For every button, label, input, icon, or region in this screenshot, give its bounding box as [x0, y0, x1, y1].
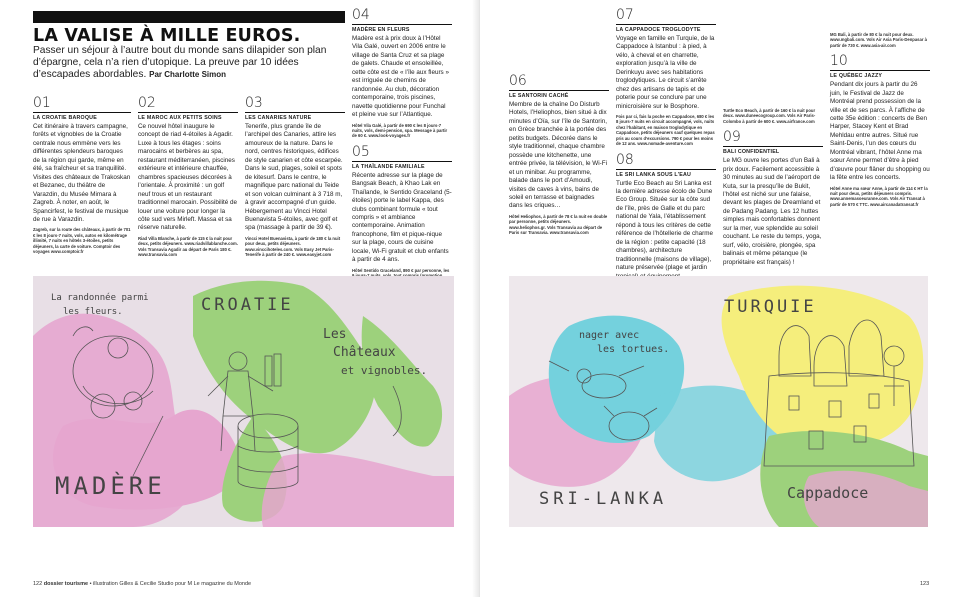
item-title: LE SRI LANKA SOUS L’EAU [616, 171, 692, 178]
header-bar [33, 11, 345, 23]
divider [723, 146, 823, 147]
label-tortues-line2: les tortues. [597, 344, 670, 355]
left-page-number: 122 [33, 581, 43, 587]
item-body: Membre de la chaîne Do Disturb Hotels, l’Heliophos, bien situé à dix minutes d’Oïa, sur l’île de Santorin, en Grèce branchée à la portée des petits budgets. Décorée dans le style traditionnel, chaque chambre possède une kitchenette, une entrée privée, la télévision, le Wi-Fi et un minibar. Au programme, balade dans le port d’Amoudi, visites de caves à vins, bains de soleil en terrasse et baignades dans les criques… [509, 101, 607, 210]
item-number: 05 [352, 143, 370, 160]
illustration-turkey-srilanka [509, 276, 928, 527]
left-credit: • illustration Gilles & Cecilie Studio pour M Le magazine du Monde [89, 581, 252, 587]
item-info: Hôtel Vila Galé, à partir de 690 € les 8 jours-7 nuits, vols, demi-pension, spa. Message à partir de 60 €. www.look-voyages.fr [352, 122, 448, 139]
item-number: 08 [616, 151, 634, 168]
label-randonnee-line2: les fleurs. [63, 307, 123, 317]
label-chateaux-line2: Châteaux [333, 345, 396, 360]
item-info: Turtle Eco Beach, à partir de 160 € la nuit pour deux. www.duneecogroup.com. Vols Air Paris-Colombo à partir de 600 €. www.airfrance.com [723, 108, 816, 124]
item-title: LA THAÏLANDE FAMILIALE [352, 163, 425, 170]
divider [616, 169, 716, 170]
item-body: Tenerife, plus grande île de l’archipel des Canaries, attire les amoureux de la nature. Dans le nord, centres historiques, édifices de style canarien et côte escarpée. Dans le sud, plages, soleil et spots de kitesurf. Dans le centre, le magnifique parc national du Teide et son volcan culminant à 3 718 m, à gravir accompagné d’un guide. Hébergement au Vincci Hotel Buenavista 5-étoiles, avec golf et spa (massage à partir de 39 €). [245, 123, 343, 232]
label-chateaux-line3: et vignobles. [341, 364, 428, 377]
right-page-number: 123 [920, 581, 930, 587]
item-info: Vincci Hotel Buenavista, à partir de 180 € la nuit pour deux, petits déjeuners. www.vinccihoteles.com. Vols Easy Jet Paris-Tenerife à partir de 240 €. www.easyjet.com [245, 235, 341, 258]
item-number: 10 [830, 53, 848, 70]
label-srilanka: SRI-LANKA [539, 489, 668, 509]
item-body: Cet itinéraire à travers campagne, forêts et vignobles de la Croatie centrale nous emmène vers les différentes splendeurs baroques de la région qui garde, même en été, sa fraîcheur et sa tranquillité. Visites des châteaux de Trakoskan et Bezanec, du théâtre de Varazdin, du Musée Mimara à Zagreb. À noter, en août, le Spancirfest, le festival de musique de rue à Varazdin. [33, 123, 131, 223]
item-body: Le MG ouvre les portes d’un Bali à prix doux. Facilement accessible à 30 minutes au sud de l’aéroport de Kuta, sur la presqu’île de Bukit, l’hôtel est niché sur une falaise, devant les plages de Dreamland et de Padang Padang. Les 12 huttes simples mais confortables donnent sur la mer, vue splendide au soleil couchant. Le reste du temps, yoga, surf, vélo, croisière, plongée, spa balinais et même pétanque (le propriétaire est français) ! [723, 157, 822, 266]
label-chateaux-line1: Les [323, 327, 347, 342]
divider [616, 24, 716, 25]
item-info: Zagreb, sur la route des châteaux, à partir de 701 € les 8 jours-7 nuits, vols, autos en kilométrage illimité, 7 nuits en hôtels 3-étoiles, petits déjeuners, la carte de voiture. Comptoir des voyages www.comptoir.fr [33, 227, 131, 255]
article-09 [723, 8, 823, 274]
item-number: 01 [33, 95, 51, 111]
item-title: LE SANTORIN CACHÉ [509, 93, 569, 99]
divider [830, 70, 930, 71]
divider [245, 112, 345, 113]
item-body: Voyage en famille en Turquie, de la Cappadoce à Istanbul : à pied, à vélo, à cheval et en charrette, exploration jusqu’à la ville de Derinkuyu avec ses habitations troglodytiques. Le circuit s’arrête chez des artisans de tapis et de poterie pour se conclure par une minicroisière sur le Bosphore. [616, 35, 715, 110]
headline: LA VALISE À MILLE EUROS. [33, 26, 301, 46]
item-title: BALI CONFIDENTIEL [723, 149, 780, 156]
divider [509, 90, 609, 91]
item-body: Madère est à prix doux à l’Hôtel Vila Galé, ouvert en 2006 entre le village de Santa Cruz et sa plage de galets. Chaude et ensoleillée, cette côte est de « l’île aux fleurs » est irriguée de chemins de randonnée. Au club, décoration contemporaine, trois piscines, navette quotidienne pour Funchal et pleine vue sur l’Atlantique. [352, 35, 449, 119]
intro-body: Passer un séjour à l’autre bout du monde sans dilapider son plan d’épargne, cela n’a rien d’utopique. La preuve par 10 idées d’escapades abordables. [33, 45, 327, 81]
article-01 [33, 96, 131, 274]
item-title: LA CAPPADOCE TROGLODYTE [616, 27, 701, 33]
divider [33, 112, 131, 113]
label-cappadoce: Cappadoce [787, 484, 869, 502]
label-madere: MADÈRE [55, 472, 166, 500]
article-06 [509, 8, 609, 274]
right-folio [920, 581, 929, 587]
item-info: Fois par ci, fais la poche en Cappadoce, 680 € les 8 jours-7 nuits en circuit accompagné, vols, nuits chez l’habitant, en maison troglodytique en Cappadoce, petits déjeuners sauf quelques repas pris au cours d’excursions. 790 € pour les moins de 12 ans. www.nomade-aventure.com [616, 114, 715, 147]
left-folio [33, 581, 251, 587]
item-number: 06 [509, 73, 527, 89]
divider [352, 24, 452, 25]
item-title: LA CROATIE BAROQUE [33, 115, 97, 121]
item-body: Ce nouvel hôtel inaugure le concept de riad 4-étoiles à Agadir. Luxe à tous les étages : soins marocains et berbères au spa, restaurant méditerranéen, piscines extérieure et intérieure chauffée, chambres spacieuses décorées à l’orientale. À proximité : un golf neuf trous et un restaurant traditionnel marocain. Possibilité de louer une voiture pour longer la côte sud vers Mirleft. Massa et sa réserve naturelle. [138, 123, 238, 232]
item-number: 07 [616, 7, 634, 23]
intro-text [33, 45, 345, 82]
divider [352, 161, 452, 162]
label-randonnee-line1: La randonnée parmi [51, 293, 149, 303]
left-section: dossier tourisme [43, 581, 89, 587]
item-number: 03 [245, 95, 263, 111]
item-info: Hôtel Sentido Graceland, 890 € par personne, les [352, 267, 450, 273]
illustration-art [33, 276, 454, 527]
byline: Par Charlotte Simon [149, 70, 227, 80]
item-body: Récente adresse sur la plage de Bangsak Beach, à Khao Lak en Thaïlande, le Sentido Graceland (5-étoiles) porte le label Kappa, des clubs combinant formule « tout compris » et ambiance contemporaine. Animation francophone, film et pique-nique sur la plage, cours de cuisine locale, Wi-Fi gratuit et club enfants à partir de 4 ans. [352, 171, 452, 264]
item-title: LES CANARIES NATURE [245, 115, 312, 121]
article-02 [138, 96, 238, 274]
item-info: Hôtel Anne ma sœur Anne, à partir de 114 € HT la nuit pour deux, petits déjeuners compris. www.annemasoeuranne.com. Vols Air Transat à partir de 570 € TTC. www.aircanadatransat.fr [830, 185, 928, 207]
label-tortues-line1: nager avec [579, 330, 640, 341]
article-04-05 [352, 8, 452, 274]
item-body: Pendant dix jours à partir du 26 juin, le Festival de Jazz de Montréal prend possession de la ville et de ses parcs. À l’affiche de cette 35e édition : concerts de Ben Harper, Stacey Kent et Brad Mehldau entre autres. Situé rue Saint-Denis, l’un des cœurs du Montréal vibrant, l’hôtel Anne ma sœur Anne permet d’être à pied d’œuvre pour flâner du shopping ou la fête entre les concerts. [830, 81, 930, 182]
divider [138, 112, 238, 113]
label-croatie: CROATIE [201, 295, 294, 315]
label-turquie: TURQUIE [724, 297, 817, 317]
article-10 [830, 8, 930, 274]
item-title: LE MAROC AUX PETITS SOINS [138, 115, 222, 121]
illustration-croatia-madeira [33, 276, 454, 527]
article-03 [245, 96, 345, 274]
item-number: 04 [352, 7, 370, 23]
illustration-art [509, 276, 928, 527]
item-number: 09 [723, 129, 741, 146]
item-info: MG Bali, à partir de 80 € la nuit pour deux. www.mgbali.com. Vols Air Asia Paris-Denpasar à partir de 730 €. www.asia-air.com [830, 32, 927, 48]
item-info: Hôtel Heliophos, à partir de 78 € la nuit en double par personne, petits déjeuners. www.heliophos.gr. Vols Transavia au départ de Paris sur Transavia. www.transavia.com [509, 213, 608, 236]
item-number: 02 [138, 95, 156, 111]
item-title: LE QUÉBEC JAZZY [830, 73, 883, 80]
item-title: MADÈRE EN FLEURS [352, 27, 410, 33]
item-body: Turtle Eco Beach au Sri Lanka est la dernière adresse écolo de Dune Eco Group. Située sur la côte sud de l’île, près de Galle et du parc national de Yala, l’établissement répond à tous les critères de cette référence de l’hôtellerie de charme de la région : petite capacité (18 chambres), architecture traditionnelle (maisons de village), nature préservée (plage et jardin [616, 179, 713, 272]
item-info: Riad Villa Blanche, à partir de 115 € la nuit pour deux, petits déjeuners. www.riadvillablanche.com. Vols Transavia Agadir au départ de Paris 180 €. www.transavia.com [138, 235, 238, 258]
article-07-08 [616, 8, 716, 274]
